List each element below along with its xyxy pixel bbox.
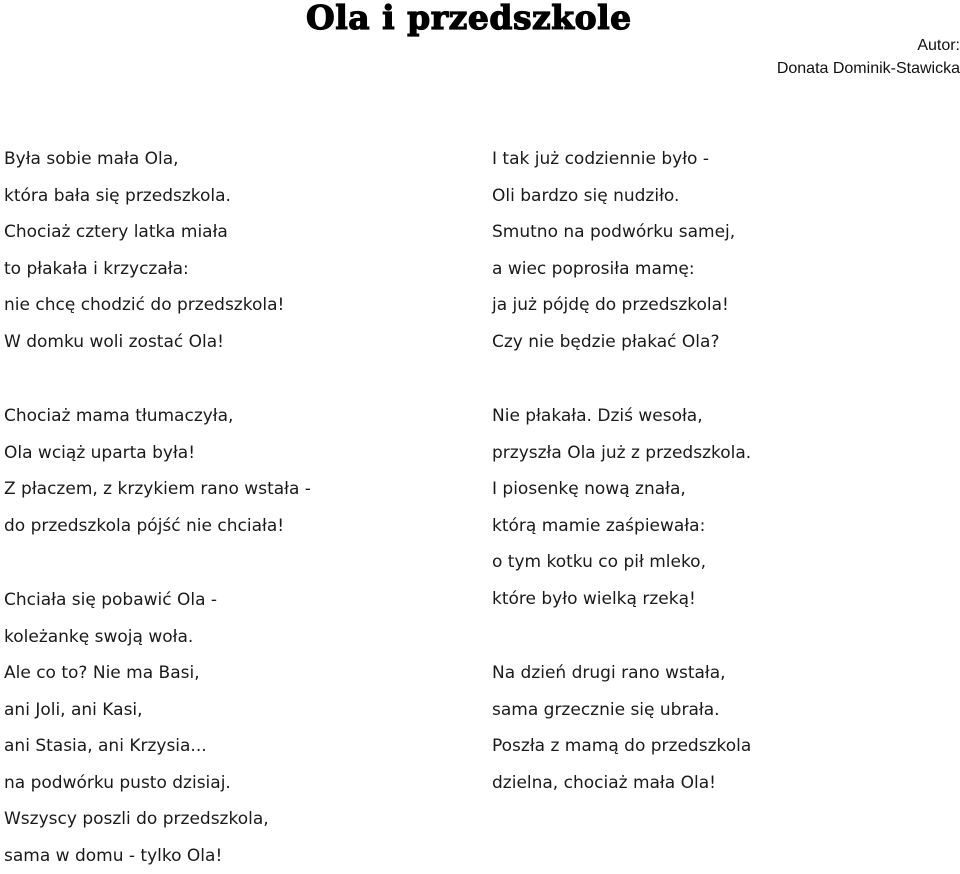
- stanza-left-3: [4, 582, 269, 874]
- poem-line: I piosenkę nową znała,: [492, 471, 751, 508]
- poem-line: Chociaż mama tłumaczyła,: [4, 398, 311, 435]
- poem-line: Oli bardzo się nudziło.: [492, 178, 735, 215]
- poem-line: które było wielką rzeką!: [492, 581, 751, 618]
- poem-line: to płakała i krzyczała:: [4, 251, 284, 288]
- poem-line: Z płaczem, z krzykiem rano wstała -: [4, 471, 311, 508]
- poem-line: Była sobie mała Ola,: [4, 141, 284, 178]
- poem-line: na podwórku pusto dzisiaj.: [4, 765, 269, 802]
- poem-line: a wiec poprosiła mamę:: [492, 251, 735, 288]
- poem-line: Czy nie będzie płakać Ola?: [492, 324, 735, 361]
- poem-line: która bała się przedszkola.: [4, 178, 284, 215]
- poem-line: Nie płakała. Dziś wesoła,: [492, 398, 751, 435]
- poem-line: do przedszkola pójść nie chciała!: [4, 508, 311, 545]
- poem-line: Wszyscy poszli do przedszkola,: [4, 801, 269, 838]
- author-block: [777, 34, 960, 80]
- stanza-right-2: [492, 398, 751, 617]
- poem-line: dzielna, chociaż mała Ola!: [492, 765, 751, 802]
- stanza-left-2: [4, 398, 311, 544]
- poem-line: sama grzecznie się ubrała.: [492, 692, 751, 729]
- poem-line: o tym kotku co pił mleko,: [492, 544, 751, 581]
- poem-line: ani Joli, ani Kasi,: [4, 692, 269, 729]
- poem-line: Ale co to? Nie ma Basi,: [4, 655, 269, 692]
- poem-line: Smutno na podwórku samej,: [492, 214, 735, 251]
- stanza-right-3: [492, 655, 751, 801]
- stanza-right-1: [492, 141, 735, 360]
- poem-line: Chciała się pobawić Ola -: [4, 582, 269, 619]
- poem-line: Poszła z mamą do przedszkola: [492, 728, 751, 765]
- poem-line: ja już pójdę do przedszkola!: [492, 287, 735, 324]
- poem-line: sama w domu - tylko Ola!: [4, 838, 269, 874]
- author-label: Autor:: [777, 34, 960, 57]
- stanza-left-1: [4, 141, 284, 360]
- poem-line: przyszła Ola już z przedszkola.: [492, 435, 751, 472]
- poem-line: koleżankę swoją woła.: [4, 619, 269, 656]
- poem-line: ani Stasia, ani Krzysia...: [4, 728, 269, 765]
- poem-line: Chociaż cztery latka miała: [4, 214, 284, 251]
- poem-line: I tak już codziennie było -: [492, 141, 735, 178]
- poem-line: Ola wciąż uparta była!: [4, 435, 311, 472]
- poem-title: Ola i przedszkole: [306, 0, 632, 36]
- poem-line: którą mamie zaśpiewała:: [492, 508, 751, 545]
- author-name: Donata Dominik-Stawicka: [777, 57, 960, 80]
- poem-line: nie chcę chodzić do przedszkola!: [4, 287, 284, 324]
- poem-line: W domku woli zostać Ola!: [4, 324, 284, 361]
- poem-line: Na dzień drugi rano wstała,: [492, 655, 751, 692]
